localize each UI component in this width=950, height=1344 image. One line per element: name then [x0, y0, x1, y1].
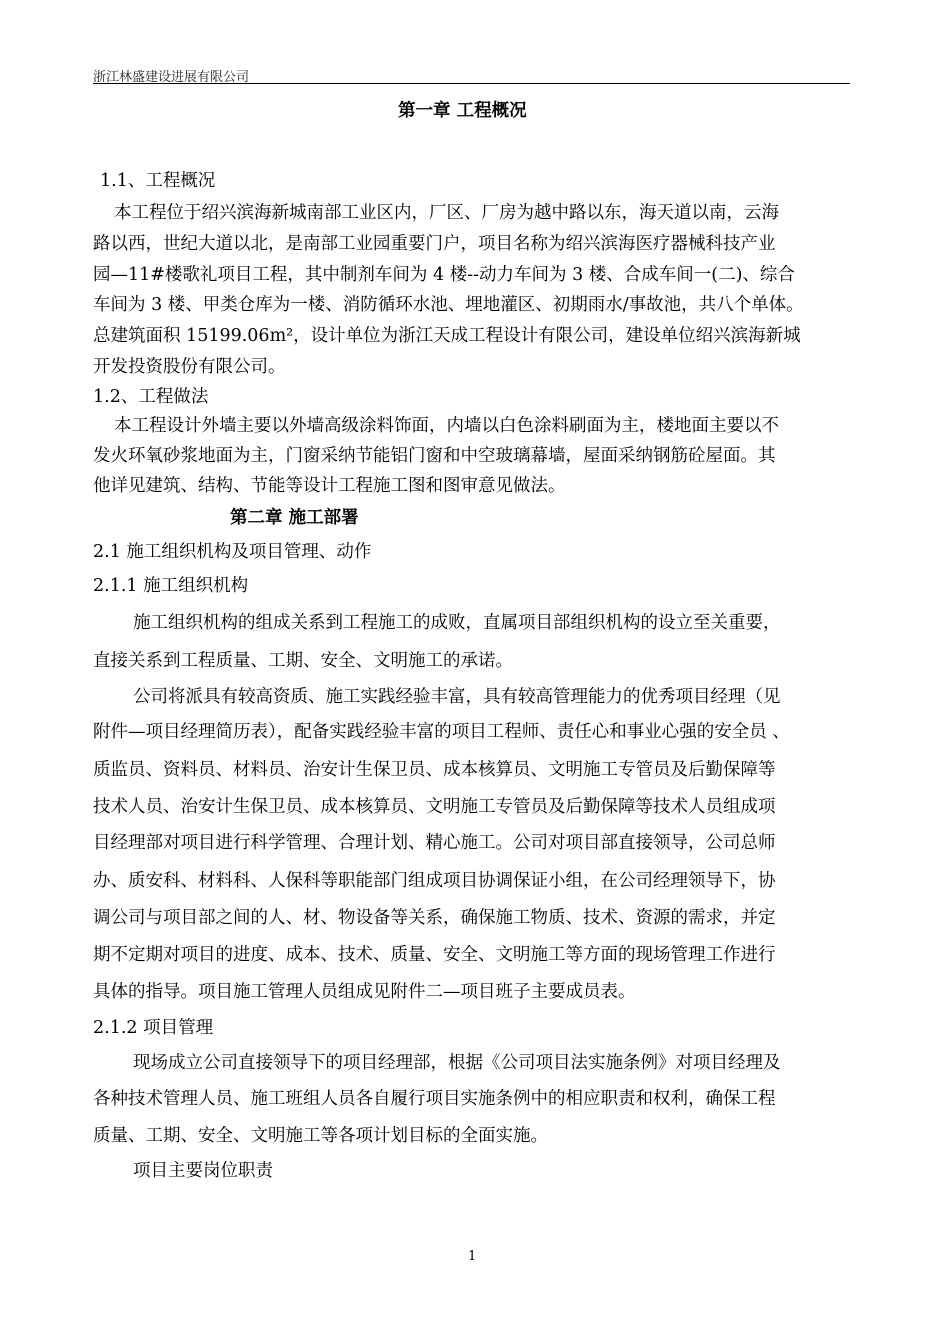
section-2-1-heading: 2.1 施工组织机构及项目管理、动作 — [93, 542, 372, 562]
paragraph-line: 园—11#楼歌礼项目工程，其中制剂车间为 4 楼--动力车间为 3 楼、合成车间一(二)、综合 — [93, 265, 795, 285]
paragraph-line: 具体的指导。项目施工管理人员组成见附件二—项目班子主要成员表。 — [93, 982, 636, 1002]
paragraph-line: 技术人员、治安计生保卫员、成本核算员、文明施工专管员及后勤保障等技术人员组成项 — [93, 797, 776, 817]
paragraph-line: 开发投资股份有限公司。 — [93, 357, 286, 377]
paragraph-line: 附件—项目经理简历表），配备实践经验丰富的项目工程师、责任心和事业心强的安全员 、 — [93, 722, 790, 742]
paragraph-line: 路以西，世纪大道以北，是南部工业园重要门户，项目名称为绍兴滨海医疗器械科技产业 — [93, 234, 776, 254]
chapter-1-title: 第一章 工程概况 — [398, 101, 527, 121]
paragraph-line: 目经理部对项目进行科学管理、合理计划、精心施工。公司对项目部直接领导，公司总师 — [93, 833, 776, 853]
paragraph-line: 发火环氧砂浆地面为主，门窗采纳节能铝门窗和中空玻璃幕墙，屋面采纳钢筋砼屋面。其 — [93, 446, 776, 466]
section-1-1-heading: 1.1、工程概况 — [100, 171, 216, 191]
section-2-1-1-heading: 2.1.1 施工组织机构 — [93, 576, 249, 596]
section-2-1-2-heading: 2.1.2 项目管理 — [93, 1018, 214, 1038]
paragraph-line: 总建筑面积 15199.06m²，设计单位为浙江天成工程设计有限公司，建设单位绍兴滨海新城 — [93, 326, 801, 346]
paragraph-line: 车间为 3 楼、甲类仓库为一楼、消防循环水池、埋地灌区、初期雨水/事故池，共八个单体。 — [93, 295, 804, 315]
paragraph-line: 公司将派具有较高资质、施工实践经验丰富，具有较高管理能力的优秀项目经理（见 — [133, 687, 781, 707]
paragraph-line: 期不定期对项目的进度、成本、技术、质量、安全、文明施工等方面的现场管理工作进行 — [93, 945, 776, 965]
chapter-2-title: 第二章 施工部署 — [230, 508, 359, 528]
paragraph-line: 调公司与项目部之间的人、材、物设备等关系，确保施工物质、技术、资源的需求，并定 — [93, 908, 776, 928]
page-number: 1 — [468, 1249, 477, 1264]
paragraph-line: 办、质安科、材料科、人保科等职能部门组成项目协调保证小组，在公司经理领导下，协 — [93, 871, 776, 891]
paragraph-line: 直接关系到工程质量、工期、安全、文明施工的承诺。 — [93, 651, 513, 671]
section-1-2-heading: 1.2、工程做法 — [93, 387, 209, 407]
paragraph-line: 各种技术管理人员、施工班组人员各自履行项目实施条例中的相应职责和权利，确保工程 — [93, 1089, 776, 1109]
header-divider — [93, 83, 850, 84]
paragraph-line: 质量、工期、安全、文明施工等各项计划目标的全面实施。 — [93, 1126, 548, 1146]
paragraph-line: 本工程设计外墙主要以外墙高级涂料饰面，内墙以白色涂料刷面为主，楼地面主要以不 — [114, 416, 779, 436]
paragraph-line: 施工组织机构的组成关系到工程施工的成败，直属项目部组织机构的设立至关重要， — [133, 613, 781, 633]
paragraph-line: 现场成立公司直接领导下的项目经理部，根据《公司项目法实施条例》对项目经理及 — [133, 1053, 781, 1073]
paragraph-line: 质监员、资料员、材料员、治安计生保卫员、成本核算员、文明施工专管员及后勤保障等 — [93, 760, 776, 780]
paragraph-line: 本工程位于绍兴滨海新城南部工业区内，厂区、厂房为越中路以东，海天道以南，云海 — [114, 203, 779, 223]
paragraph-line: 他详见建筑、结构、节能等设计工程施工图和图审意见做法。 — [93, 476, 566, 496]
paragraph-line: 项目主要岗位职责 — [133, 1161, 273, 1181]
page-header-company: 浙江林盛建设进展有限公司 — [93, 70, 250, 85]
